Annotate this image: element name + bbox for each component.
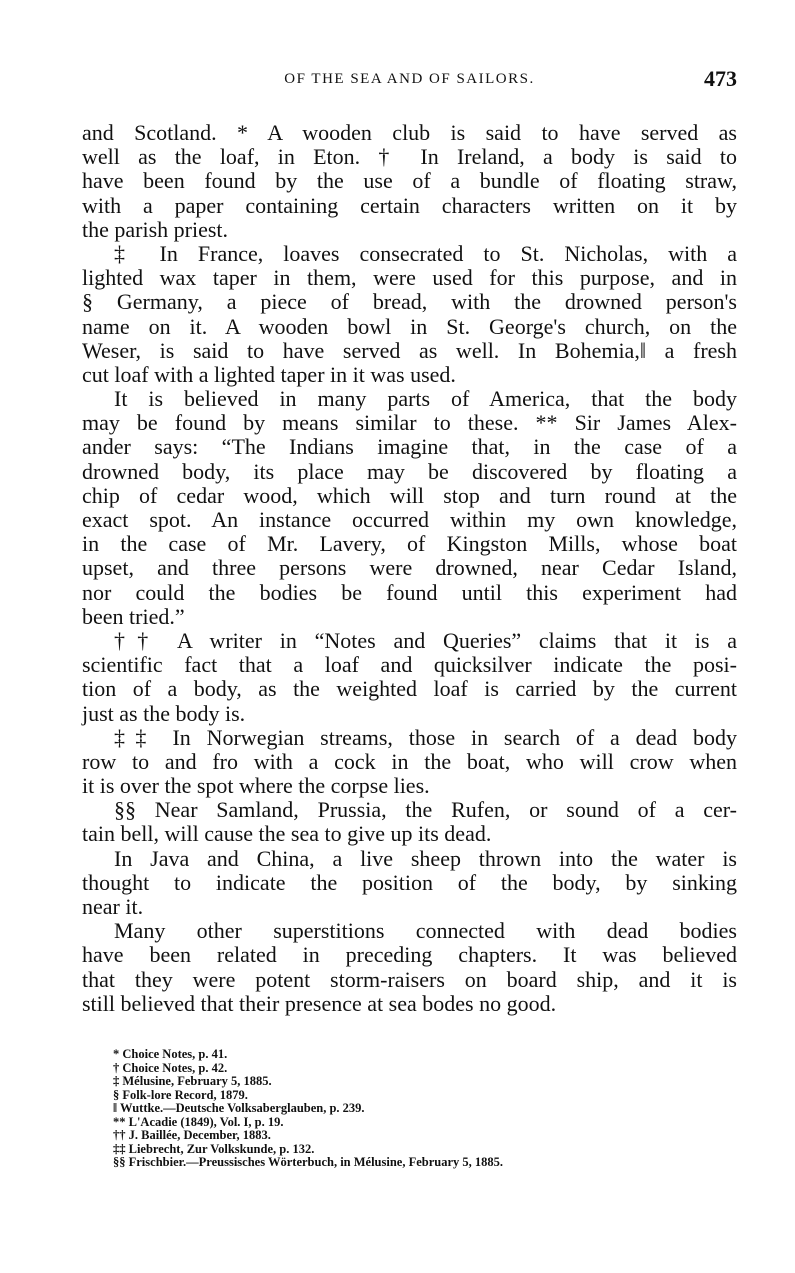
running-title: OF THE SEA AND OF SAILORS. <box>284 71 535 87</box>
paragraph <box>82 919 737 1016</box>
text-line: scientific fact that a loaf and quicksilver indicate the posi- <box>82 652 737 678</box>
text-line: Weser, is said to have served as well. In Bohemia,‖ a fresh <box>82 337 737 363</box>
text-line: it is over the spot where the corpse lies. <box>82 773 430 799</box>
body-text <box>82 121 737 1016</box>
text-line: the parish priest. <box>82 216 229 242</box>
paragraph <box>82 242 737 387</box>
page-number: 473 <box>704 66 737 91</box>
footnote: ‖ Wuttke.—Deutsche Volksaberglauben, p. 239. <box>113 1101 365 1115</box>
footnotes <box>113 1048 503 1170</box>
footnote: †† J. Baillée, December, 1883. <box>113 1128 271 1142</box>
text-line: may be found by means similar to these. ** Sir James Alex- <box>82 410 737 436</box>
footnote: * Choice Notes, p. 41. <box>113 1047 228 1061</box>
footnote: §§ Frischbier.—Preussisches Wörterbuch, in Mélusine, February 5, 1885. <box>113 1155 504 1169</box>
text-line: near it. <box>82 894 144 919</box>
text-line: ‡‡ In Norwegian streams, those in search of a dead body <box>114 724 737 750</box>
footnote: ‡‡ Liebrecht, Zur Volkskunde, p. 132. <box>113 1141 315 1156</box>
text-line: have been related in preceding chapters. It was believed <box>82 942 737 968</box>
footnote: † Choice Notes, p. 42. <box>113 1060 228 1075</box>
text-line: upset, and three persons were drowned, near Cedar Island, <box>82 555 737 581</box>
text-line: in the case of Mr. Lavery, of Kingston Mills, whose boat <box>82 531 737 557</box>
text-line: ander says: “The Indians imagine that, in the case of a <box>82 434 737 460</box>
text-line: been tried.” <box>82 603 185 629</box>
text-line: and Scotland. * A wooden club is said to have served as <box>82 120 737 145</box>
text-line: drowned body, its place may be discovered by floating a <box>82 458 737 484</box>
paragraph <box>82 726 737 799</box>
text-line: In Java and China, a live sheep thrown into the water is <box>114 845 737 871</box>
text-line: chip of cedar wood, which will stop and turn round at the <box>82 482 737 508</box>
text-line: well as the loaf, in Eton. † In Ireland, a body is said to <box>82 144 737 170</box>
paragraph <box>82 798 737 846</box>
text-line: exact spot. An instance occurred within my own knowledge, <box>82 507 737 532</box>
text-line: ‡ In France, loaves consecrated to St. Nicholas, with a <box>114 240 737 266</box>
paragraph <box>82 387 737 629</box>
text-line: name on it. A wooden bowl in St. George's church, on the <box>82 313 737 339</box>
footnote: ‡ Mélusine, February 5, 1885. <box>113 1074 272 1088</box>
text-line: †† A writer in “Notes and Queries” claims that it is a <box>114 627 737 653</box>
text-line: that they were potent storm-raisers on board ship, and it is <box>82 966 737 992</box>
footnote: § Folk-lore Record, 1879. <box>113 1087 248 1102</box>
paragraph <box>82 121 737 242</box>
paragraph <box>82 847 737 920</box>
text-line: It is believed in many parts of America, that the body <box>114 386 737 412</box>
text-line: tion of a body, as the weighted loaf is carried by the current <box>82 676 737 702</box>
text-line: Many other superstitions connected with dead bodies <box>114 918 737 944</box>
text-line: lighted wax taper in them, were used for this purpose, and in <box>82 265 737 291</box>
text-line: cut loaf with a lighted taper in it was used. <box>82 361 456 387</box>
text-line: with a paper containing certain characters written on it by <box>82 192 737 218</box>
paragraph <box>82 629 737 726</box>
text-line: still believed that their presence at sea bodes no good. <box>82 990 557 1016</box>
text-line: have been found by the use of a bundle of floating straw, <box>82 168 737 194</box>
text-line: tain bell, will cause the sea to give up its dead. <box>82 821 492 847</box>
text-line: just as the body is. <box>82 700 246 726</box>
footnote: ** L'Acadie (1849), Vol. I, p. 19. <box>113 1114 284 1129</box>
text-line: § Germany, a piece of bread, with the drowned person's <box>82 289 737 315</box>
text-line: thought to indicate the position of the body, by sinking <box>82 869 737 895</box>
text-line: nor could the bodies be found until this experiment had <box>82 579 737 605</box>
text-line: §§ Near Samland, Prussia, the Rufen, or sound of a cer- <box>114 797 737 823</box>
page-header <box>82 66 737 94</box>
text-line: row to and fro with a cock in the boat, who will crow when <box>82 748 737 774</box>
